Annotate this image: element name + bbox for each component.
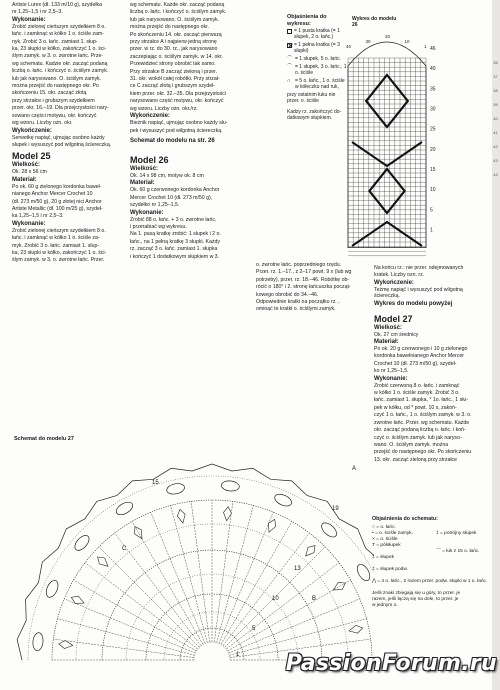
text-line: można przejść do następnego okr. (130, 24, 210, 31)
text-line: wg wzoru. Liczby ozn. okr./rz. (130, 105, 198, 112)
text-line: ominąć te kratki o. ściślymi zamyk. (256, 306, 336, 313)
column-1 (12, 2, 124, 265)
filet-chart-26 (336, 10, 456, 260)
arc-symbol-icon: ⌒ (287, 64, 293, 70)
doily-label: 19 (332, 506, 339, 512)
col-number: 1 (424, 44, 427, 49)
text-line: Bieżnik napiąć, ujmując osobno każdy słu- (130, 120, 228, 127)
doily-petal (221, 480, 240, 492)
wykonczenie-heading: Wykończenie: (12, 127, 52, 134)
sym-cluster (372, 579, 492, 585)
text-line: Odpowiednie kratki na początku rz. , (256, 299, 340, 306)
legend-text: = 1 słupek, 5 o. łańc. (295, 56, 342, 62)
text-line: przer. okr. 16.–19. Dla przejrzystości nary- (12, 105, 109, 112)
text-line: wg schematu. Kadzie okr. zacząć podaną (12, 60, 108, 67)
text-line: Przer. rz. 1.–17., z 2–17 powt. 9 x (lub wg (256, 269, 352, 276)
text-line: czyć 1 o. łańc., 1 o. ściślym zamyk. w 3. o. (374, 412, 472, 419)
doily-spoke (229, 599, 360, 653)
sym-text: = potrójny słupek (440, 531, 477, 536)
doily-petal (319, 520, 339, 539)
doily-petal (114, 500, 135, 518)
text-line: przer. w rz. do 30. rz., jak narysowano (130, 46, 218, 53)
sym-dc (372, 555, 436, 561)
doily-spoke (214, 501, 233, 642)
footnote (372, 591, 492, 609)
schemat-26-caption: Schemat do modelu na str. 26 (130, 137, 215, 144)
model-25-title: Model 25 (12, 151, 51, 162)
text-line: nianego Anchor Mercer Crochet 10 (12, 191, 93, 198)
doily-pineapple (303, 543, 318, 559)
sym-hdc (372, 543, 436, 549)
text-line: Crochet 10 (dł. 273 m/50 g), szydeł- (374, 360, 457, 367)
doily-petal (44, 579, 60, 600)
row-number: 10 (430, 187, 436, 194)
text-line: ka, 23 słupki w kółko, zakończyć 1 o. ści- (12, 249, 107, 256)
doily-pineapple (132, 525, 146, 541)
wykonczenie-text: Teżmę napiąć i wysuszyć pod wilgotną ściereczką. (374, 286, 463, 300)
text-line: wg wzoru. Liczby ozn. okr. (12, 120, 73, 127)
wykonanie-heading-2: Wykonanie: (12, 220, 46, 227)
doily-spoke (171, 505, 208, 642)
doily-ring (28, 476, 377, 660)
doily-spoke (64, 599, 195, 653)
text-line: ślym zamyk. w 3. o. zwrotne łańc. Przer. (12, 257, 105, 264)
doily-label: 13 (294, 566, 301, 572)
row-number: 25 (430, 126, 436, 133)
text-line: liczbą o. łańc. i kończyć o. ściślym zamyk. (130, 9, 227, 16)
size-heading: Wielkość: (374, 324, 402, 331)
doily-ring (194, 642, 230, 660)
sym-text: = o. ściśle zamyk. (375, 531, 414, 536)
doily-pineapple (176, 509, 187, 524)
text-line: Po skończeniu 14. okr. zacząć pierwszą (130, 31, 222, 38)
model-26-title: Model 26 (130, 154, 169, 165)
text-line: w kółko 1 o. ściśle zamyk. Zrobić 3 o. (374, 390, 460, 397)
text-line: Zrobić 88 o. łańc. + 3 o. zwrotne łańc. (130, 216, 217, 223)
doily-pineapple (265, 518, 278, 534)
doily-petal (32, 632, 44, 651)
doily-pineapple (348, 624, 363, 635)
text-line: rz. zacząć 3 o. łańc. zamiast 1. słupka (130, 246, 218, 253)
footnote-line: w jednym o. (372, 603, 398, 608)
gutter-number: 37 (493, 74, 498, 79)
column-2 (130, 2, 242, 261)
gutter-number: 43 (493, 158, 498, 163)
gutter-number: 36 (493, 60, 498, 65)
row-number: 5 (430, 207, 433, 214)
filet-diamond (369, 169, 404, 213)
sc-icon: × (372, 537, 377, 542)
text-line: potrzeby), przer. rz. 18.–46. Robótkę ob- (256, 276, 350, 283)
text-line: wg schematu. Każde okr. zacząć podaną (130, 2, 225, 8)
col-number: 30 (365, 39, 371, 44)
doily-label: B (312, 596, 317, 602)
symbol-legend (372, 516, 492, 609)
doily-spoke (151, 512, 205, 643)
arc-icon: ⌒ (436, 549, 443, 554)
site-watermark: PassionForum.ru (285, 651, 497, 676)
doily-spoke (219, 512, 273, 643)
text-line: myk. Zrobić 3 o. łańc. zamiast 1. słup- (12, 242, 100, 249)
size-heading: Wielkość: (130, 165, 158, 172)
text-line: pek i wysuszyć pod wilgotną ściereczką. (130, 127, 223, 134)
gutter-number: 38 (493, 88, 498, 93)
gutter-number: 40 (493, 116, 498, 121)
symbol-legend-title: Objaśnienia do schematu: (372, 516, 438, 522)
sym-text: = o. ściśle (376, 537, 398, 542)
text-line: słupek i wysuszyć pod wilgotną ściereczką. (12, 141, 112, 148)
text-line: zaczepiając o. ściślym zamyk. w 14. okr. (130, 53, 223, 60)
doily-label: 10 (272, 596, 279, 602)
col-number: 20 (385, 34, 391, 39)
text-line: lub jak narysowano. O. ściślym zamyk. (130, 16, 220, 23)
wykonanie-heading: Wykonanie: (12, 16, 46, 23)
material-heading: Materiał: (12, 176, 37, 183)
doily-spoke (73, 580, 196, 651)
hdc-icon: T (372, 543, 377, 548)
col-number: 10 (404, 39, 410, 44)
text-line: ka 1,25–1,5 i nr 2,5–3. (12, 213, 64, 220)
text-line: Po ok. 60 g zielonego kordonka baweł- (12, 183, 102, 190)
doily-label: A (352, 466, 357, 472)
text-line: łańc. i zamknąć w kółko 1 o. ściśle za- (12, 235, 100, 242)
doily-spoke (223, 533, 309, 646)
doily-spoke (191, 501, 210, 642)
text-line: Na końcu rz.: nie przer. odejmowanych (374, 265, 464, 271)
text-line: Artiste Metallic (dł. 100 m/25 g), szydeł- (12, 205, 103, 212)
legend-text: = 1 pełna kratka (= 3 słupki) (294, 42, 340, 54)
text-line: Artiste Lurex (dł. 133 m/10 g), szydełka (12, 2, 102, 8)
empty-square-icon (287, 29, 292, 34)
text-line: Po ok. 20 g czerwonego i 10 g zielonego (374, 346, 468, 353)
text-line: kordonka bawełnianego Anchor Mercer (374, 353, 464, 360)
text-line: Mercer Crochet 10 (dł. 273 m/50 g), (130, 194, 213, 201)
x-square-icon (287, 43, 292, 48)
legend-text: = 5 o. łańc., 1 o. ściśle w kółeczku nad ruk, (295, 78, 345, 90)
model-27-title: Model 27 (374, 313, 413, 324)
doily-schematic-27 (2, 330, 377, 690)
text-line: (dł. 273 m/50 g), 20 g złotej nici Anchor (12, 198, 102, 205)
text-line: łańc., na 1 pełną kratkę 3 słupki. Każdy (130, 238, 220, 245)
text-line: Serwetkę napiąć, ujmując osobno każdy (12, 134, 105, 141)
doily-petal (166, 482, 186, 496)
gutter-number: 39 (493, 102, 498, 107)
sym-text: = łuk z 15 o. łańc. (442, 549, 480, 554)
legend-tail: datkowym słupkiem. (287, 115, 333, 121)
text-line: Na 1. pasą kratkę zrobić: 1 słupek i 2 o. (130, 231, 221, 238)
schemat-caption: Wykres do modelu powyżej (374, 300, 453, 307)
sym-text: = półsłupek (376, 543, 401, 548)
chain-icon: ○ (372, 525, 377, 530)
material-heading: Materiał: (374, 339, 399, 346)
row-number: 30 (430, 106, 436, 113)
doily-spoke (226, 563, 339, 649)
filet-diamond (366, 75, 408, 127)
text-line: przejść do następnego okr. Po skończeniu (374, 449, 472, 456)
sym-arc15 (436, 549, 486, 555)
text-line: liczbą o. łańc. i kończyć o. ściślym zamyk. (12, 68, 109, 75)
size-value: Ok. 14 x 98 cm, motyw ok. 8 cm (130, 172, 204, 179)
doily-petal (72, 533, 91, 553)
sym-tr (372, 567, 436, 573)
text-line: można przejść do następnego okr. Po (12, 83, 99, 90)
doily-group (17, 464, 377, 660)
doily-spoke (228, 580, 351, 651)
text-line: Zrobić zielonej cieńszym szydełkiem 8 o. (12, 227, 106, 234)
text-line: i przerabiać wg wykresu. (130, 223, 187, 230)
text-line: lub jak narysowano. O. ściślym zamyk. (12, 75, 102, 82)
text-line: ka, 23 słupki w kółko, zakończyć 1 o. ści- (12, 46, 107, 53)
text-line: kratek. Liczby ozn. rz. (374, 272, 425, 279)
text-line: Zrobić zielonej cieńszym szydełkiem 8 o. (12, 23, 106, 30)
text-line: sowano części motywu, okr. kończyć (12, 112, 97, 119)
doily-scallop (17, 464, 377, 660)
wykonanie-heading: Wykonanie: (374, 375, 408, 382)
text-line: i kończyć 1 dodatkowym słupkiem w 3. (130, 253, 220, 260)
doily-spoke (221, 521, 292, 644)
sym-text: = o. łańc. (376, 525, 396, 530)
footnote-line: razem, jeśli łączą się na dole, to przer. je (372, 597, 459, 602)
legend-text: = 1 słupek, 3 o. łańc., 1 o. ściśle (295, 64, 347, 76)
text-line: czyć o. ściślym zamyk. lub jak naryso- (374, 434, 462, 441)
doily-spoke (99, 547, 199, 647)
text-line: okr. zacząć podaną liczbą o. łańc. i koń- (374, 427, 466, 434)
size-heading: Wielkość: (12, 162, 40, 169)
tr-icon: ‡ (372, 567, 377, 572)
text-line: szydełko nr 1,25–1,5. (130, 202, 180, 209)
column-3 (256, 262, 364, 314)
text-line: wano. O. ściślym zamyk. można (374, 441, 449, 448)
doily-petal (355, 562, 373, 583)
size-value: Ok. 27 cm średnicy (374, 331, 419, 338)
text-line: skończeniu 15. okr. zacząć złotą (12, 90, 87, 97)
text-line: przy strzałce i grubszym szydełkiem (12, 97, 95, 104)
legend-note: przy ostatnim łuku nie przer. o. ściśle (287, 92, 336, 104)
doily-spoke (53, 639, 194, 658)
doily-label: 5 (252, 626, 256, 632)
doily-label: 1 (236, 652, 240, 658)
text-line: ko nr 1,25–1,5. (374, 368, 409, 375)
text-line: kowego obrobić do 34.–46. (256, 291, 319, 298)
text-line: 13. okr. zacząć zieloną przy strzałce (374, 456, 458, 463)
doily-pineapple (95, 554, 111, 569)
text-line: rócić o 180° i 2. stronę łańcuszka począt- (256, 284, 351, 291)
text-line: o. zwrotne łańc. poprzedniego rzędu. (256, 262, 342, 268)
doily-spoke (217, 505, 254, 642)
gutter-number: 42 (493, 144, 498, 149)
wykonczenie-heading: Wykończenie: (130, 113, 170, 120)
filet-grid (348, 58, 426, 256)
sym-text: = słupek (376, 555, 395, 560)
text-line: Przy strzałce B zacząć zieloną i przer. (130, 68, 218, 75)
schemat-27-caption: Schemat do modelu 27 (14, 436, 74, 442)
doily-spoke (132, 521, 203, 644)
text-line: ślym zamyk. w 3. o. zwrotne łańc. Prze- (12, 53, 104, 60)
gutter-number: 44 (493, 172, 498, 177)
text-line: przy strzałce A i najpierw jedną stronę (130, 39, 217, 46)
gutter-number: 41 (493, 130, 498, 135)
text-line: kiem przer. okr. 32.–35. Dla przejrzystości (130, 90, 227, 97)
row-number: 1 (430, 227, 433, 234)
text-line: narysowano część motywu, okr. kończyć (130, 98, 224, 105)
footnote-line: Jeśli znaki zbiegają się u góry, to przer. je (372, 591, 461, 596)
text-line: Ok. 60 g czerwonego kordonka Anchor (130, 187, 220, 194)
text-line: ce C zacząć złotą i grubszym szydeł- (130, 83, 216, 90)
text-line: Zrobić czerwoną 8 o. łańc. i zamknąć (374, 382, 460, 389)
slip-stitch-icon: • (372, 531, 376, 536)
legend-tail: Kadzy rz. zakończyć do- (287, 109, 342, 115)
text-line: 31. okr. wokół całej robótki. Przy strzał- (130, 76, 220, 83)
arc-symbol-icon: ⌒ (287, 56, 293, 62)
loop-symbol-icon: ∩ (287, 78, 291, 84)
sym-dtr (436, 531, 486, 537)
filet-chevron (352, 142, 422, 166)
doily-label: C (122, 546, 127, 552)
row-number: 35 (430, 86, 436, 93)
text-line: Przewidzieć strony obrobić tak samo. (130, 61, 216, 68)
text-line: zwrotne łańc. Przer. wg schematu. Każde (374, 419, 470, 426)
dc-icon: ‡ (372, 555, 377, 560)
material-heading: Materiał: (130, 180, 155, 187)
doily-spoke (57, 619, 194, 656)
text-line: łańc. i zamknąć w kółko 1 o. ściśle zam- (12, 31, 104, 38)
size-value: Ok. 28 x 56 cm (12, 169, 47, 176)
doily-label: 15 (152, 480, 159, 486)
row-number: 46 (430, 46, 436, 52)
doily-spoke (115, 533, 201, 646)
legend-text: = 1 pusta kratka (= 1 słupek, 2 o. łańc.) (294, 28, 340, 40)
cluster-icon: ⋀ (372, 579, 378, 584)
text-line: pek w kółku, od * powt. 10 x, zakoń- (374, 404, 457, 411)
wykonczenie-heading: Wykończenie: (374, 279, 414, 286)
filet-chevron (352, 222, 422, 246)
doily-petal (273, 492, 294, 508)
dtr-icon: ‡ (436, 531, 441, 536)
wykonanie-heading: Wykonanie: (130, 209, 164, 216)
text-line: łańc. zamiast 1. słupka, * 1o. łańc., 1 słu- (374, 397, 468, 404)
sym-text: = słupek podw. (376, 567, 408, 572)
row-number: 20 (430, 146, 436, 153)
filet-outline (348, 42, 426, 248)
sym-text: = 4 o. łańc., 2 razem przer. podw. słupki w 1 o. łańc. (377, 579, 488, 584)
row-number: 40 (430, 66, 436, 73)
doily-spoke (229, 619, 366, 656)
text-line: nr 1,25–1,5 i nr 2,5–3. (12, 9, 63, 16)
text-line: nyk. Zrobić 3 o. łańc. zamiast 1. słup- (12, 38, 98, 45)
chart-26-title: Wykres do modelu 26 (352, 16, 397, 28)
column-4 (374, 265, 488, 464)
doily-pineapple (70, 594, 86, 607)
col-number: 40 (346, 44, 352, 49)
legend-title: Objaśnienia do wykresu: (287, 14, 327, 27)
row-number: 15 (430, 166, 436, 173)
